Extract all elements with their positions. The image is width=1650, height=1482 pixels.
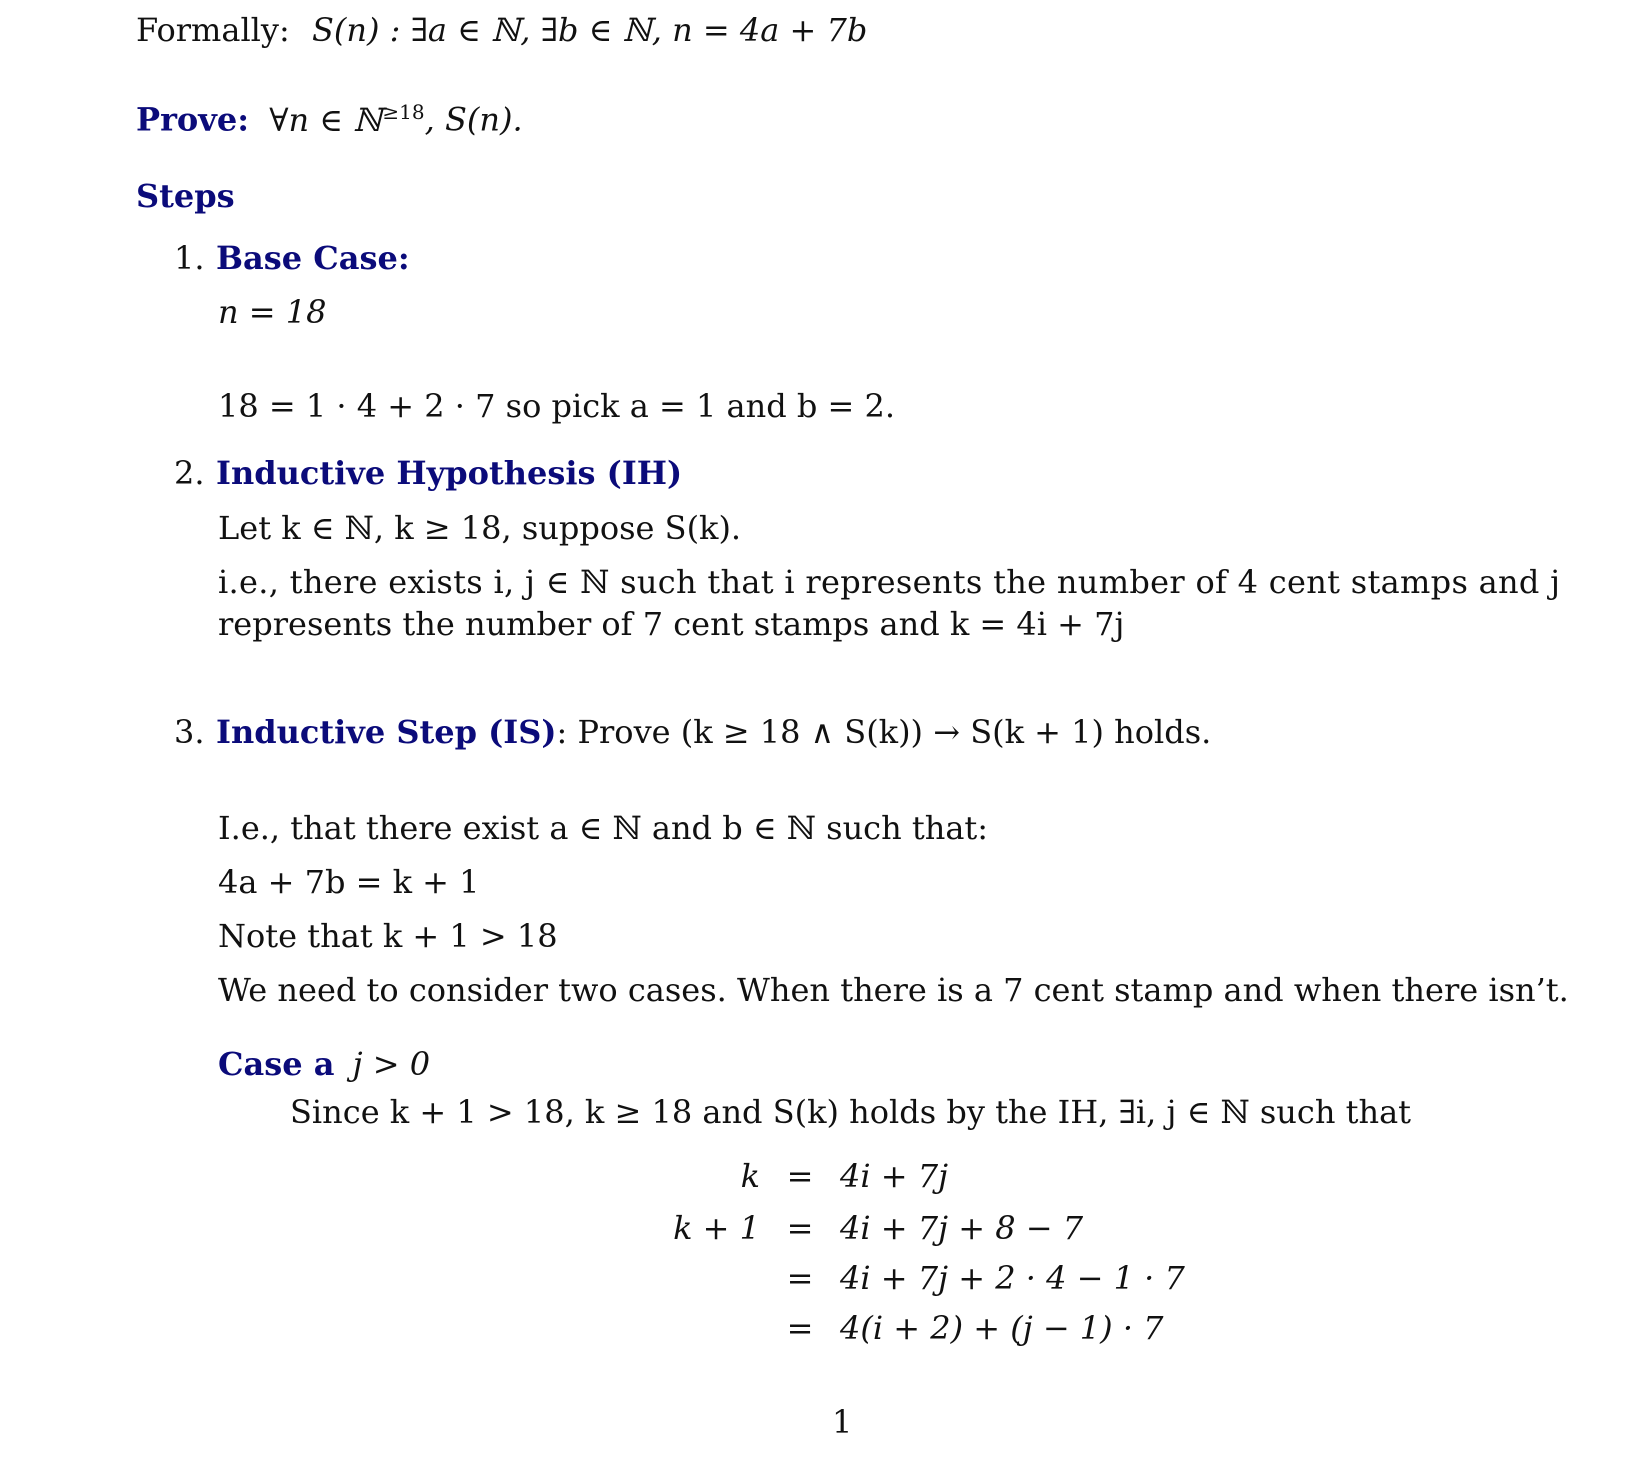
step2-title: Inductive Hypothesis (IH) xyxy=(216,454,683,492)
equation-equals: = xyxy=(786,1259,814,1297)
case-a-condition: j > 0 xyxy=(352,1045,431,1083)
steps-heading: Steps xyxy=(136,177,235,215)
step2-line2: i.e., there exists i, j ∈ ℕ such that i represents the number of 4 cent stamps and j xyxy=(218,563,1561,601)
step2-number: 2. xyxy=(174,454,205,492)
equation-equals: = xyxy=(786,1157,814,1195)
step3-number: 3. xyxy=(174,713,205,751)
page-number: 1 xyxy=(832,1403,853,1441)
step3-line1: I.e., that there exist a ∈ ℕ and b ∈ ℕ such that: xyxy=(218,809,989,847)
prove-line xyxy=(136,92,523,140)
equation-lhs: k xyxy=(740,1157,760,1195)
step1-title: Base Case: xyxy=(216,239,410,277)
step1-line2: 18 = 1 · 4 + 2 · 7 so pick a = 1 and b = 2. xyxy=(218,387,896,425)
formally-formula: S(n) : ∃a ∈ ℕ, ∃b ∈ ℕ, n = 4a + 7b xyxy=(311,11,868,49)
equation-equals: = xyxy=(786,1209,814,1247)
step3-line2: 4a + 7b = k + 1 xyxy=(218,863,480,901)
step3-title: Inductive Step (IS) xyxy=(216,713,557,751)
step2-heading xyxy=(174,453,682,493)
formally-line xyxy=(136,10,867,50)
formally-label: Formally: xyxy=(136,11,290,49)
step1-heading xyxy=(174,238,410,278)
step3-rest: : Prove (k ≥ 18 ∧ S(k)) → S(k + 1) holds. xyxy=(556,713,1212,751)
step2-line1: Let k ∈ ℕ, k ≥ 18, suppose S(k). xyxy=(218,509,742,547)
step3-line4: We need to consider two cases. When there is a 7 cent stamp and when there isn’t. xyxy=(218,971,1569,1009)
equation-lhs: k + 1 xyxy=(673,1209,760,1247)
prove-label: Prove: xyxy=(136,100,250,139)
case-a-heading xyxy=(218,1044,430,1084)
equation-rhs: 4i + 7j + 2 · 4 − 1 · 7 xyxy=(840,1259,1185,1297)
equation-rhs: 4i + 7j + 8 − 7 xyxy=(840,1209,1084,1247)
equation-rhs: 4(i + 2) + (j − 1) · 7 xyxy=(840,1309,1164,1347)
step2-line3: represents the number of 7 cent stamps and k = 4i + 7j xyxy=(218,605,1125,643)
step1-line1: n = 18 xyxy=(218,293,327,331)
case-a-title: Case a xyxy=(218,1045,335,1083)
step3-line3: Note that k + 1 > 18 xyxy=(218,917,558,955)
step1-number: 1. xyxy=(174,239,205,277)
prove-formula: ∀n ∈ ℕ xyxy=(269,100,383,139)
equation-rhs: 4i + 7j xyxy=(840,1157,949,1195)
case-a-text: Since k + 1 > 18, k ≥ 18 and S(k) holds by the IH, ∃i, j ∈ ℕ such that xyxy=(290,1093,1411,1131)
equation-equals: = xyxy=(786,1309,814,1347)
step3-heading xyxy=(174,712,1211,752)
prove-tail: , S(n). xyxy=(424,100,523,139)
prove-sup: ≥18 xyxy=(382,100,425,124)
